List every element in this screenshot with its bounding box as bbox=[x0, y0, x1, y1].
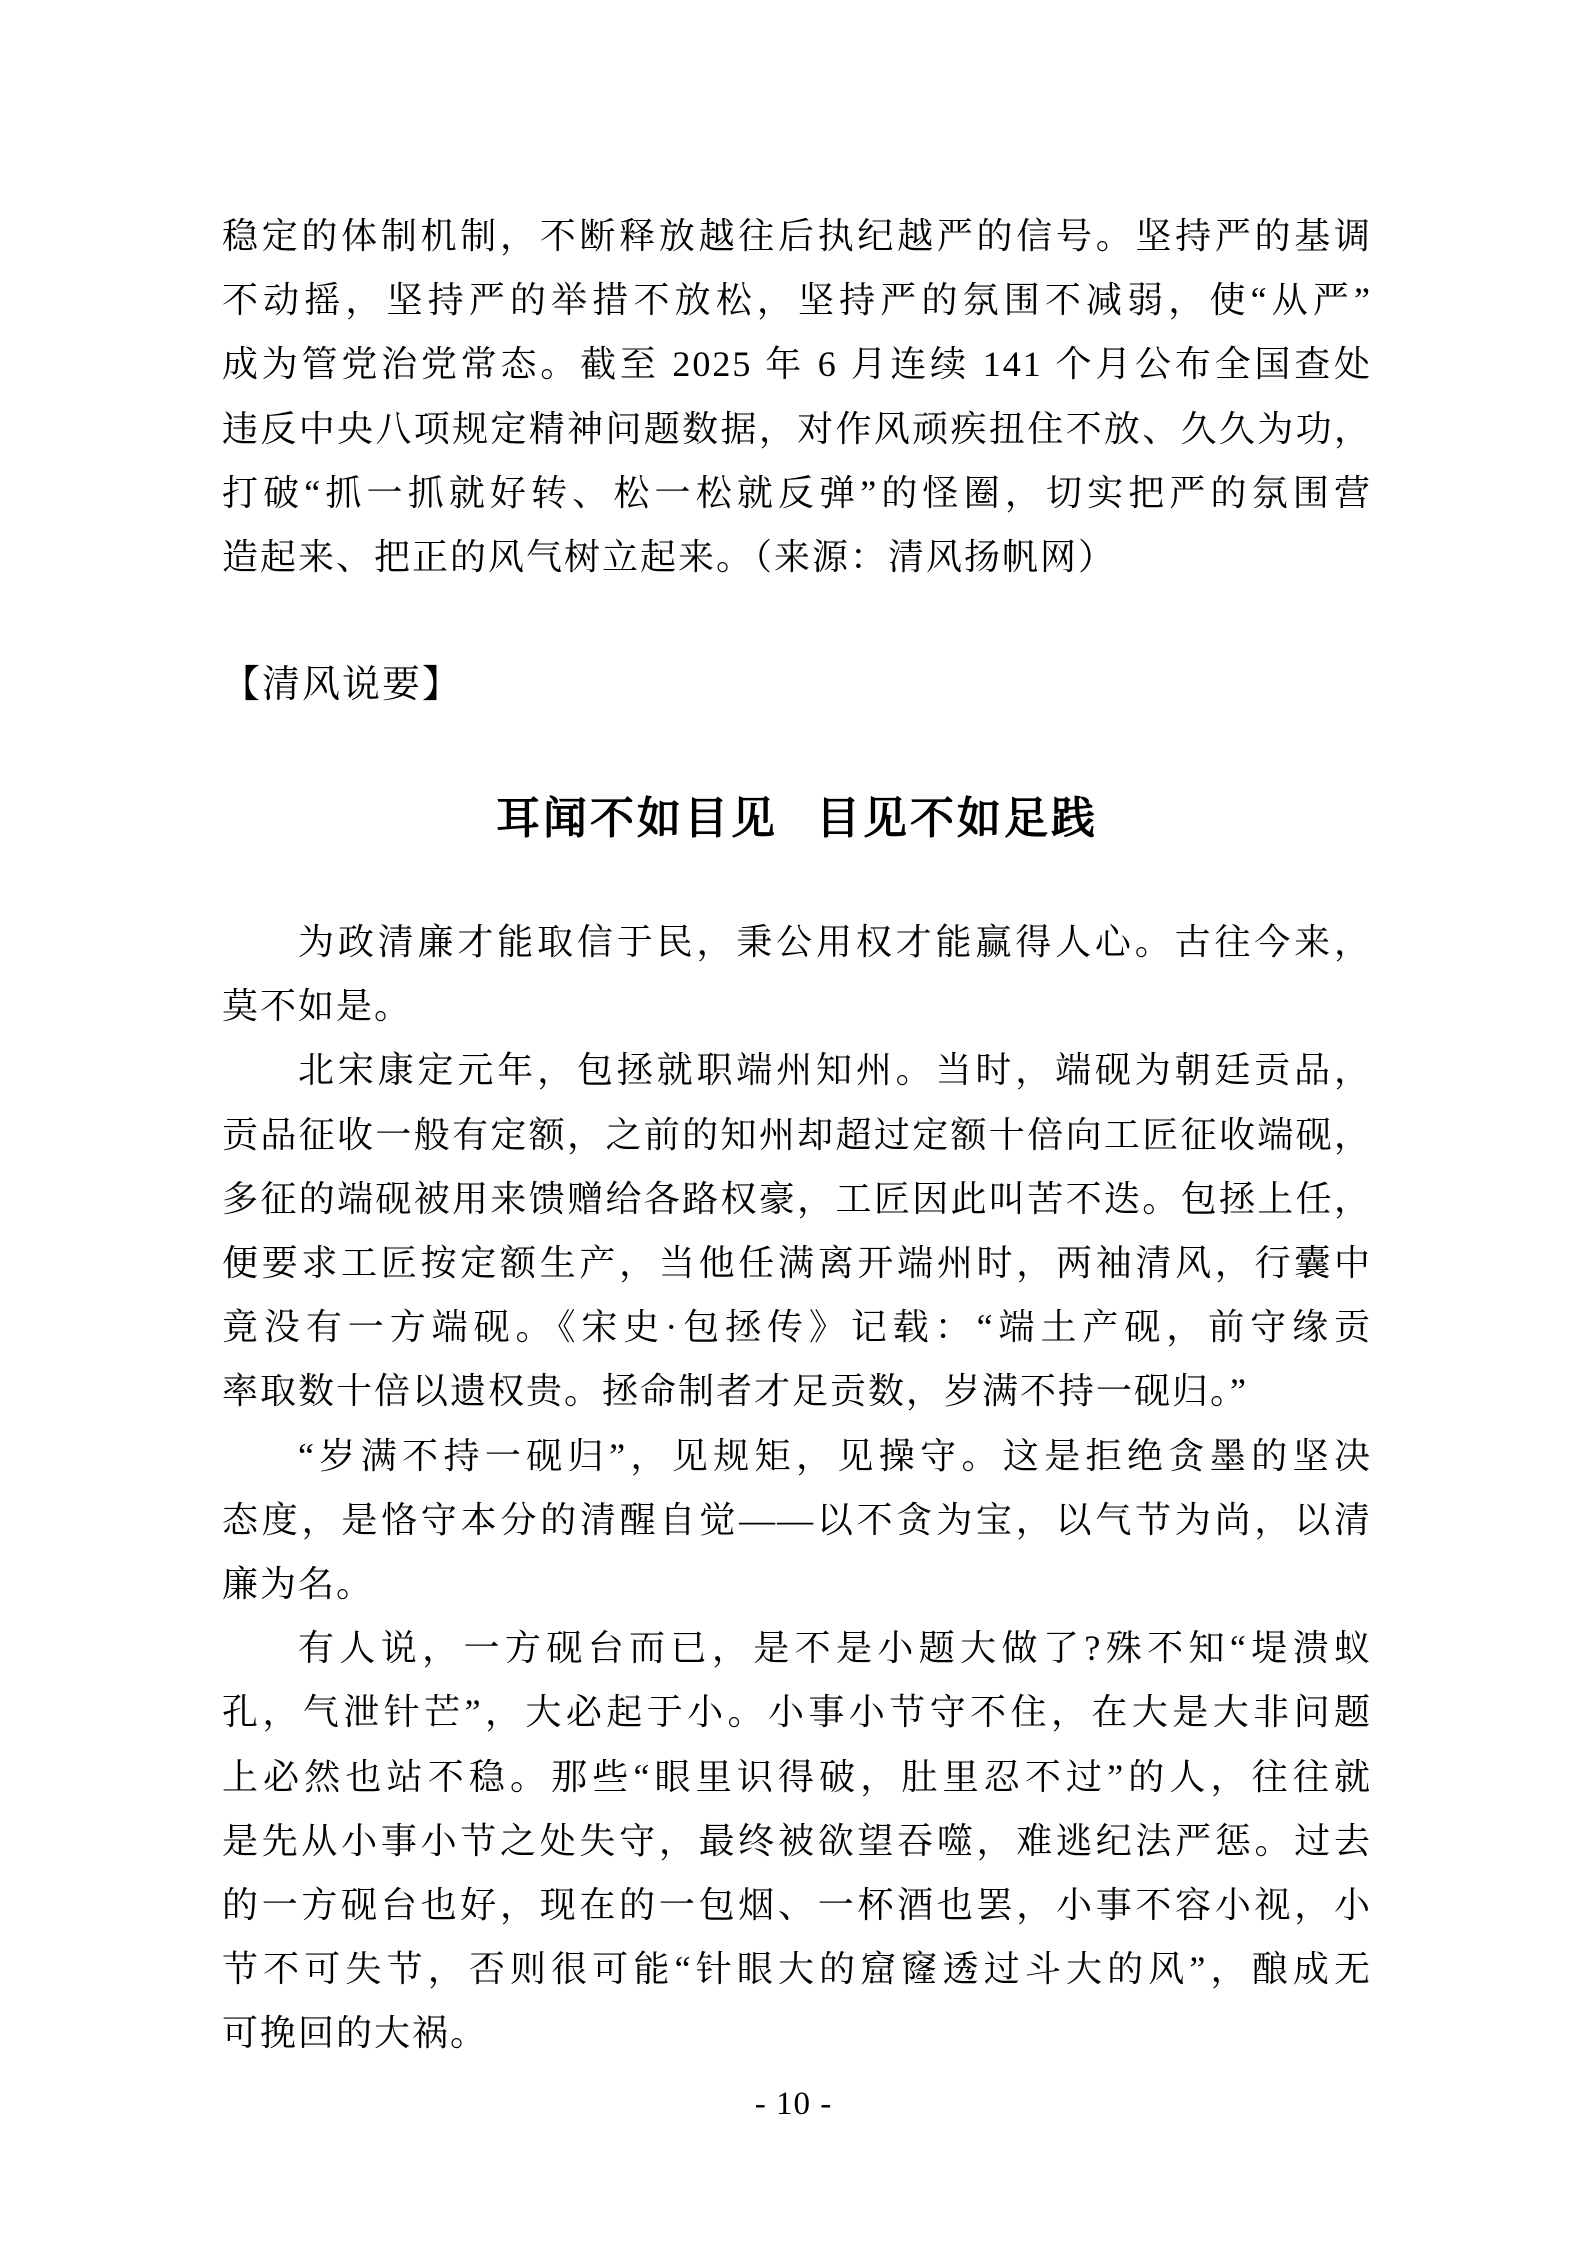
text-line: 便要求工匠按定额生产，当他任满离开端州时，两袖清风，行囊中 bbox=[222, 1243, 1372, 1284]
paragraph bbox=[222, 1616, 1372, 2065]
paragraph bbox=[222, 1038, 1372, 1423]
text-line: 竟没有一方端砚。《宋史·包拯传》记载：“端土产砚，前守缘贡 bbox=[222, 1307, 1372, 1348]
intro-paragraph bbox=[222, 204, 1372, 589]
text-line: 为政清廉才能取信于民，秉公用权才能赢得人心。古往今来， bbox=[298, 922, 1372, 963]
text-line: 北宋康定元年，包拯就职端州知州。当时，端砚为朝廷贡品， bbox=[298, 1050, 1372, 1091]
section-label: 【清风说要】 bbox=[222, 664, 463, 707]
text-line: 违反中央八项规定精神问题数据，对作风顽疾扭住不放、久久为功， bbox=[222, 408, 1372, 449]
paragraph bbox=[222, 1424, 1372, 1617]
text-column bbox=[222, 204, 1372, 2065]
article-title-block bbox=[222, 718, 1372, 911]
text-line: 稳定的体制机制，不断释放越往后执纪越严的信号。坚持严的基调 bbox=[222, 216, 1372, 256]
paragraph bbox=[222, 910, 1372, 1038]
text-line: 可挽回的大祸。 bbox=[222, 2013, 489, 2054]
text-line-with-source-note: 造起来、把正的风气树立起来。（来源：清风扬帆网） bbox=[222, 536, 1117, 577]
text-line: 不动摇，坚持严的举措不放松，坚持严的氛围不减弱，使“从严” bbox=[222, 280, 1372, 321]
page-number: - 10 - bbox=[754, 2086, 833, 2122]
text-line: 贡品征收一般有定额，之前的知州却超过定额十倍向工匠征收端砚， bbox=[222, 1114, 1372, 1155]
text-line: 成为管党治党常态。截至 2025 年 6 月连续 141 个月公布全国查处 bbox=[222, 344, 1372, 385]
text-line: 态度，是恪守本分的清醒自觉——以不贪为宝，以气节为尚，以清 bbox=[222, 1499, 1372, 1540]
text-line: 莫不如是。 bbox=[222, 986, 413, 1027]
text-line: 廉为名。 bbox=[222, 1563, 375, 1604]
text-line: 率取数十倍以遗权贵。拯命制者才足贡数，岁满不持一砚归。” bbox=[222, 1371, 1248, 1412]
article-title: 耳闻不如目见 目见不如足践 bbox=[496, 793, 1098, 843]
text-line: “岁满不持一砚归”，见规矩，见操守。这是拒绝贪墨的坚决 bbox=[298, 1435, 1372, 1476]
text-line: 多征的端砚被用来馈赠给各路权豪，工匠因此叫苦不迭。包拯上任， bbox=[222, 1178, 1372, 1219]
text-line: 上必然也站不稳。那些“眼里识得破，肚里忍不过”的人，往往就 bbox=[222, 1756, 1372, 1797]
text-line: 的一方砚台也好，现在的一包烟、一杯酒也罢，小事不容小视，小 bbox=[222, 1884, 1372, 1925]
text-line: 是先从小事小节之处失守，最终被欲望吞噬，难逃纪法严惩。过去 bbox=[222, 1820, 1372, 1861]
blank-row bbox=[222, 589, 1372, 653]
text-line: 有人说，一方砚台而已，是不是小题大做了?殊不知“堤溃蚁 bbox=[298, 1628, 1372, 1669]
text-line: 节不可失节，否则很可能“针眼大的窟窿透过斗大的风”，酿成无 bbox=[222, 1949, 1372, 1990]
text-line: 孔，气泄针芒”，大必起于小。小事小节守不住，在大是大非问题 bbox=[222, 1692, 1372, 1733]
text-line: 打破“抓一抓就好转、松一松就反弹”的怪圈，切实把严的氛围营 bbox=[222, 472, 1372, 513]
